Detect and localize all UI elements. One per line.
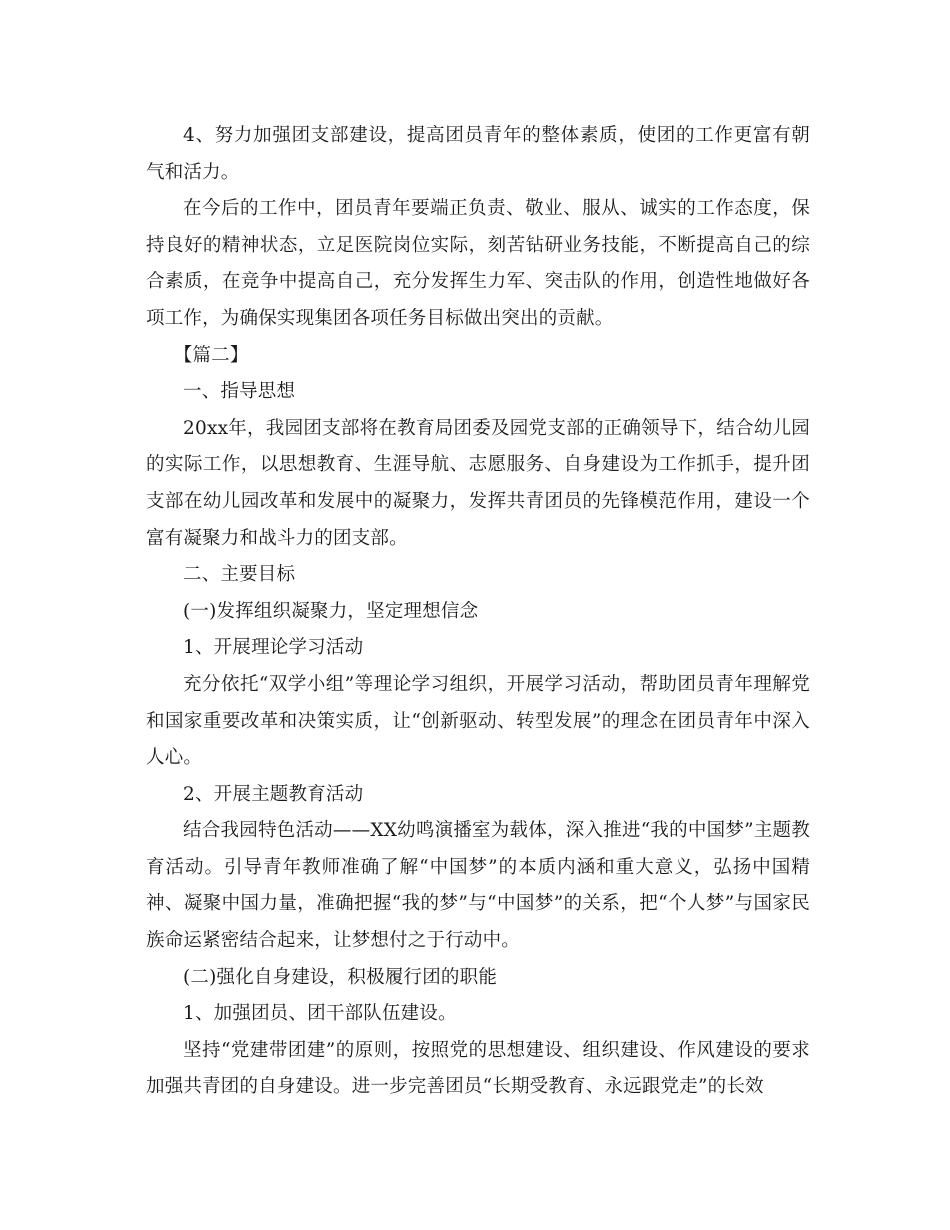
paragraph-future-work: 在今后的工作中，团员青年要端正负责、敬业、服从、诚实的工作态度，保持良好的精神状态，立足医院岗位实际，刻苦钻研业务技能，不断提高自己的综合素质，在竞争中提高自己，充分发挥生力军、突击队的作用，创造性地做好各项工作，为确保实现集团各项任务目标做出突出的贡献。 — [146, 198, 810, 329]
subheading-self-building: (二)强化自身建设，积极履行团的职能 — [183, 966, 498, 988]
heading-guiding-thought: 一、指导思想 — [183, 381, 296, 403]
heading-theme-education: 2、开展主题教育活动 — [183, 783, 364, 805]
paragraph-theme-education: 结合我园特色活动——XX幼鸣演播室为载体，深入推进“我的中国梦”主题教育活动。引导青年教师准确了解“中国梦”的本质内涵和重大意义，弘扬中国精神、凝聚中国力量，准确把握“我的梦”与“中国梦”的关系，把“个人梦”与国家民族命运紧密结合起来，让梦想付之于行动中。 — [146, 820, 810, 952]
heading-main-goals: 二、主要目标 — [183, 564, 296, 586]
section-heading-part2: 【篇二】 — [173, 344, 249, 366]
paragraph-theory-study: 充分依托“双学小组”等理论学习组织，开展学习活动，帮助团员青年理解党和国家重要改革和决策实质，让“创新驱动、转型发展”的理念在团员青年中深入人心。 — [146, 673, 810, 769]
subheading-cohesion: (一)发挥组织凝聚力，坚定理想信念 — [183, 600, 479, 622]
paragraph-guiding-thought: 20xx年，我园团支部将在教育局团委及园党支部的正确领导下，结合幼儿园的实际工作，以思想教育、生涯导航、志愿服务、自身建设为工作抓手，提升团支部在幼儿园改革和发展中的凝聚力，发挥共青团员的先锋模范作用，建设一个富有凝聚力和战斗力的团支部。 — [146, 417, 810, 549]
paragraph-team-building: 坚持“党建带团建”的原则，按照党的思想建设、组织建设、作风建设的要求加强共青团的自身建设。进一步完善团员“长期受教育、永远跟党走”的长效 — [146, 1039, 810, 1098]
heading-team-building: 1、加强团员、团干部队伍建设。 — [183, 1003, 457, 1025]
heading-theory-study: 1、开展理论学习活动 — [183, 637, 364, 659]
paragraph-item-4: 4、努力加强团支部建设，提高团员青年的整体素质，使团的工作更富有朝气和活力。 — [146, 125, 810, 183]
document-body — [146, 118, 810, 1106]
